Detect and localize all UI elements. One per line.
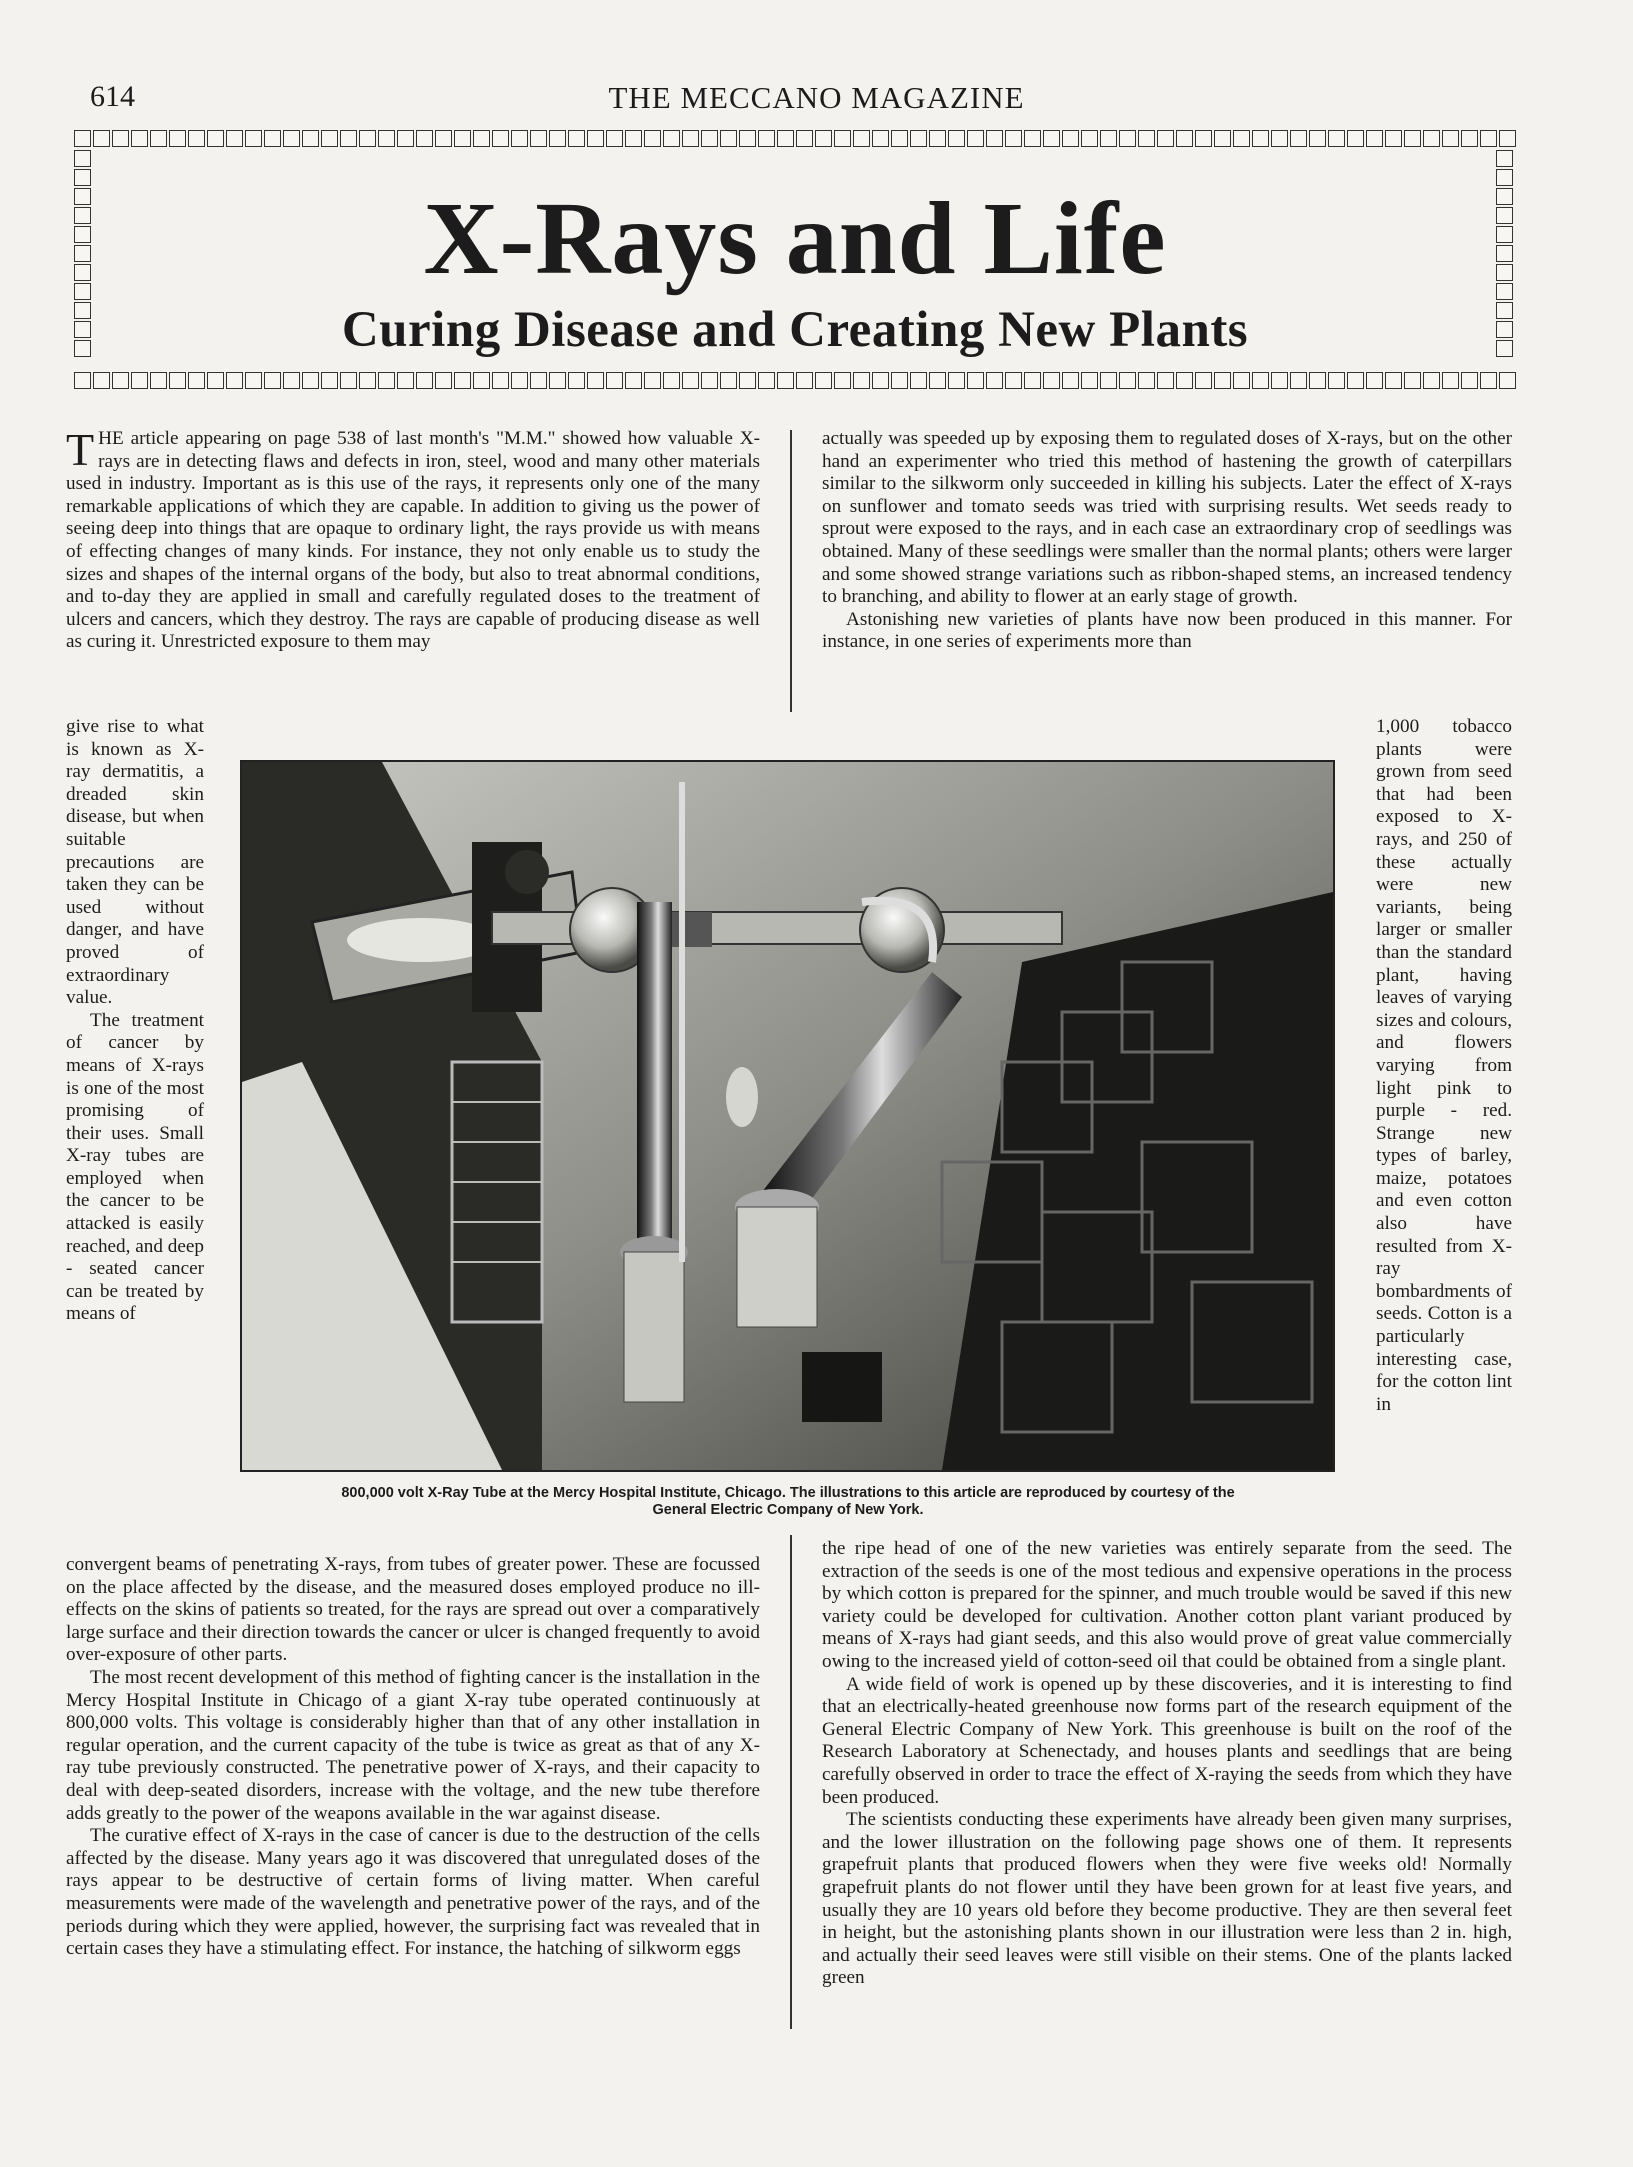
- border-square: [93, 372, 110, 389]
- left-narrow-column: [66, 716, 204, 1326]
- border-square: [245, 130, 262, 147]
- border-square: [1195, 130, 1212, 147]
- border-square: [606, 130, 623, 147]
- border-square: [150, 372, 167, 389]
- border-square: [74, 150, 91, 167]
- border-square: [967, 372, 984, 389]
- border-square: [473, 372, 490, 389]
- border-square: [739, 372, 756, 389]
- border-square: [1271, 372, 1288, 389]
- border-square: [1461, 372, 1478, 389]
- border-square: [226, 372, 243, 389]
- border-square: [1252, 372, 1269, 389]
- border-square: [321, 130, 338, 147]
- border-square: [302, 130, 319, 147]
- border-square: [1138, 372, 1155, 389]
- border-square: [872, 130, 889, 147]
- border-square: [169, 130, 186, 147]
- column-rule-top: [790, 430, 792, 712]
- border-square: [1005, 130, 1022, 147]
- paragraph: give rise to what is known as X-ray dermatitis, a dreaded skin disease, but when suitable precautions are taken they can be used without danger, and have proved of extraordinary value.: [66, 716, 204, 1009]
- paragraph: actually was speeded up by exposing them to regulated doses of X-rays, but on the other hand an experimenter who tried this method of hastening the growth of caterpillars similar to the silkworm only succeeded in killing his subjects. Later the effect of X-rays on sunflower and tomato seeds was tried with surprising results. Wet seeds ready to sprout were exposed to the rays, and in each case an extraordinary crop of seedlings was obtained. Many of these seedlings were smaller than the normal plants; others were larger and some showed strange variations such as ribbon-shaped stems, an increased tendency to branching, and ability to flower at an early stage of growth.: [822, 428, 1512, 608]
- border-square: [1442, 372, 1459, 389]
- border-square: [1081, 372, 1098, 389]
- border-square: [1499, 130, 1516, 147]
- border-square: [1214, 130, 1231, 147]
- border-square: [1043, 130, 1060, 147]
- border-square: [530, 130, 547, 147]
- border-square: [131, 130, 148, 147]
- border-square: [1499, 372, 1516, 389]
- photo-caption: [228, 1485, 1348, 1519]
- border-square: [435, 372, 452, 389]
- border-square: [302, 372, 319, 389]
- border-square: [1480, 372, 1497, 389]
- border-square: [207, 130, 224, 147]
- border-square: [549, 130, 566, 147]
- border-square: [150, 130, 167, 147]
- border-square: [815, 130, 832, 147]
- border-square: [1100, 372, 1117, 389]
- border-square: [1496, 150, 1513, 167]
- border-square: [1176, 372, 1193, 389]
- column-rule-bottom: [790, 1535, 792, 2029]
- border-square: [359, 130, 376, 147]
- border-square: [188, 130, 205, 147]
- article-subtitle: Curing Disease and Creating New Plants: [341, 302, 1249, 358]
- left-column-bottom: [66, 1554, 760, 1961]
- border-square: [530, 372, 547, 389]
- border-square: [663, 130, 680, 147]
- border-square: [834, 372, 851, 389]
- border-square: [758, 130, 775, 147]
- right-column-top: [822, 428, 1512, 654]
- border-square: [1024, 372, 1041, 389]
- border-square: [435, 130, 452, 147]
- border-square: [701, 130, 718, 147]
- drop-cap: T: [66, 424, 95, 475]
- border-square: [796, 372, 813, 389]
- border-square: [169, 372, 186, 389]
- running-head: THE MECCANO MAGAZINE: [608, 80, 1025, 115]
- paragraph: Astonishing new varieties of plants have now been produced in this manner. For instance, in one series of experiments more than: [822, 608, 1512, 653]
- right-column-bottom: [822, 1538, 1512, 1990]
- border-square: [1366, 130, 1383, 147]
- border-square: [1404, 372, 1421, 389]
- border-square: [1290, 372, 1307, 389]
- border-square: [796, 130, 813, 147]
- border-square: [644, 372, 661, 389]
- paragraph: the ripe head of one of the new varieties was entirely separate from the seed. The extraction of the seeds is one of the most tedious and expensive operations in the process by which cotton is prepared for the spinner, and much trouble would be saved if this new variety could be developed for cultivation. Another cotton plant variant produced by means of X-rays had giant seeds, and this also would prove of great value commercially owing to the increased yield of cotton-seed oil that could be obtained from a single plant.: [822, 1538, 1512, 1672]
- border-square: [815, 372, 832, 389]
- border-square: [910, 372, 927, 389]
- border-square: [625, 372, 642, 389]
- border-square: [207, 372, 224, 389]
- border-square: [1081, 130, 1098, 147]
- border-square: [1442, 130, 1459, 147]
- border-square: [682, 130, 699, 147]
- border-square: [720, 130, 737, 147]
- border-square: [1271, 130, 1288, 147]
- border-square: [587, 130, 604, 147]
- border-square: [1309, 372, 1326, 389]
- border-square: [93, 130, 110, 147]
- border-square: [112, 372, 129, 389]
- border-square: [1024, 130, 1041, 147]
- border-square: [1480, 130, 1497, 147]
- border-square: [397, 130, 414, 147]
- border-square: [1347, 372, 1364, 389]
- paragraph: HE article appearing on page 538 of last month's "M.M." showed how valuable X-rays are in detecting flaws and defects in iron, steel, wood and many other materials used in industry. Important as is this use of the rays, it represents only one of the many remarkable applications of which they are capable. In addition to giving us the power of seeing deep into things that are opaque to ordinary light, the rays provide us with means of effecting changes of many kinds. For instance, they not only enable us to study the sizes and shapes of the internal organs of the body, but also to treat abnormal conditions, and to-day they are applied in small and carefully regulated doses to the treatment of ulcers and cancers, which they destroy. The rays are capable of producing disease as well as curing it. Unrestricted exposure to them may: [66, 428, 760, 653]
- left-column-top: [66, 424, 760, 654]
- border-square: [625, 130, 642, 147]
- border-square: [1119, 372, 1136, 389]
- border-square: [929, 130, 946, 147]
- border-square: [264, 130, 281, 147]
- border-square: [549, 372, 566, 389]
- border-square: [644, 130, 661, 147]
- border-square: [226, 130, 243, 147]
- border-square: [416, 130, 433, 147]
- border-square: [283, 130, 300, 147]
- border-square: [112, 130, 129, 147]
- border-square: [1062, 372, 1079, 389]
- border-square: [1005, 372, 1022, 389]
- border-square: [454, 130, 471, 147]
- border-square: [1233, 130, 1250, 147]
- border-square: [967, 130, 984, 147]
- border-square: [1233, 372, 1250, 389]
- paragraph: The treatment of cancer by means of X-rays is one of the most promising of their uses. Small X-ray tubes are employed when the cancer to be attacked is easily reached, and deep - seated cancer can be treated by means of: [66, 1009, 204, 1325]
- border-square: [1176, 130, 1193, 147]
- border-square: [359, 372, 376, 389]
- border-square: [739, 130, 756, 147]
- border-square: [948, 372, 965, 389]
- border-square: [1423, 130, 1440, 147]
- border-square: [492, 372, 509, 389]
- border-square: [1195, 372, 1212, 389]
- border-square: [492, 130, 509, 147]
- border-square: [777, 130, 794, 147]
- border-square: [853, 372, 870, 389]
- border-square: [986, 372, 1003, 389]
- border-square: [948, 130, 965, 147]
- border-square: [682, 372, 699, 389]
- border-square: [1385, 372, 1402, 389]
- border-square: [1157, 130, 1174, 147]
- border-square: [1461, 130, 1478, 147]
- border-square: [473, 130, 490, 147]
- paragraph: The most recent development of this method of fighting cancer is the installation in the Mercy Hospital Institute in Chicago of a giant X-ray tube operated continuously at 800,000 volts. This voltage is considerably higher than that of any other installation in regular operation, and the current capacity of the tube is twice as great as that of any X-ray tube previously constructed. The penetrative power of X-rays, and their capacity to deal with deep-seated disorders, increase with the voltage, and the new tube therefore adds greatly to the power of the weapons available in the war against disease.: [66, 1666, 760, 1824]
- border-square: [929, 372, 946, 389]
- border-square: [872, 372, 889, 389]
- border-square: [131, 372, 148, 389]
- page-number: 614: [90, 80, 135, 113]
- border-square: [1100, 130, 1117, 147]
- border-square: [511, 130, 528, 147]
- border-square: [1252, 130, 1269, 147]
- border-square: [663, 372, 680, 389]
- border-square: [340, 372, 357, 389]
- title-box: [74, 130, 1516, 392]
- border-square: [511, 372, 528, 389]
- border-square: [1157, 372, 1174, 389]
- border-square: [1043, 372, 1060, 389]
- border-square: [74, 372, 91, 389]
- title-border-top: [74, 130, 1516, 150]
- border-square: [378, 130, 395, 147]
- border-square: [1385, 130, 1402, 147]
- border-square: [986, 130, 1003, 147]
- right-narrow-column: [1376, 716, 1512, 1416]
- border-square: [720, 372, 737, 389]
- border-square: [340, 130, 357, 147]
- border-square: [1404, 130, 1421, 147]
- border-square: [397, 372, 414, 389]
- border-square: [1309, 130, 1326, 147]
- border-square: [568, 130, 585, 147]
- border-square: [891, 372, 908, 389]
- xray-tube-photograph: [240, 760, 1335, 1472]
- border-square: [74, 130, 91, 147]
- border-square: [758, 372, 775, 389]
- caption-line: General Electric Company of New York.: [652, 1502, 924, 1518]
- title-border-bottom: [74, 372, 1516, 392]
- border-square: [701, 372, 718, 389]
- border-square: [1347, 130, 1364, 147]
- border-square: [587, 372, 604, 389]
- border-square: [834, 130, 851, 147]
- paragraph: The curative effect of X-rays in the case of cancer is due to the destruction of the cells affected by the disease. Many years ago it was discovered that unregulated doses of the rays appear to be destructive of certain forms of living matter. When careful measurements were made of the wavelength and penetrative power of the rays, and of the periods during which they were applied, however, the surprising fact was revealed that in certain cases they have a stimulating effect. For instance, the hatching of silkworm eggs: [66, 1825, 760, 1960]
- border-square: [1290, 130, 1307, 147]
- border-square: [188, 372, 205, 389]
- border-square: [1119, 130, 1136, 147]
- paragraph: The scientists conducting these experiments have already been given many surprises, and the lower illustration on the following page shows one of them. It represents grapefruit plants that produced flowers when they were five weeks old! Normally grapefruit plants do not flower until they have been grown for at least five years, and usually they are 10 years old before they become productive. They are then several feet in height, but the astonishing plants shown in our illustration were less than 2 in. high, and actually their seed leaves were still visible on their stems. One of the plants lacked green: [822, 1809, 1512, 1989]
- border-square: [264, 372, 281, 389]
- border-square: [606, 372, 623, 389]
- border-square: [910, 130, 927, 147]
- paragraph: convergent beams of penetrating X-rays, from tubes of greater power. These are focussed on the place affected by the disease, and the measured doses employed produce no ill-effects on the skins of patients so treated, for the rays are spread out over a comparatively large surface and their direction towards the cancer or ulcer is changed frequently to avoid over-exposure of other parts.: [66, 1554, 760, 1666]
- border-square: [283, 372, 300, 389]
- border-square: [1138, 130, 1155, 147]
- paragraph: A wide field of work is opened up by these discoveries, and it is interesting to find that an electrically-heated greenhouse now forms part of the research equipment of the General Electric Company of New York. This greenhouse is built on the roof of the Research Laboratory at Schenectady, and houses plants and seedlings that are being carefully observed in order to trace the effect of X-raying the seeds from which they have been produced.: [822, 1673, 1512, 1808]
- border-square: [416, 372, 433, 389]
- paragraph: 1,000 tobacco plants were grown from seed that had been exposed to X-rays, and 250 of these actually were new variants, being larger or smaller than the standard plant, having leaves of varying sizes and colours, and flowers varying from light pink to purple - red. Strange new types of barley, maize, potatoes and even cotton also have resulted from X-ray bombardments of seeds. Cotton is a particularly interesting case, for the cotton lint in: [1376, 716, 1512, 1415]
- border-square: [891, 130, 908, 147]
- border-square: [1328, 372, 1345, 389]
- border-square: [853, 130, 870, 147]
- border-square: [454, 372, 471, 389]
- border-square: [1062, 130, 1079, 147]
- border-square: [1328, 130, 1345, 147]
- caption-line: 800,000 volt X-Ray Tube at the Mercy Hospital Institute, Chicago. The illustrations to this article are reproduced by courtesy of the: [341, 1485, 1235, 1501]
- border-square: [568, 372, 585, 389]
- border-square: [321, 372, 338, 389]
- border-square: [378, 372, 395, 389]
- border-square: [1366, 372, 1383, 389]
- border-square: [245, 372, 262, 389]
- border-square: [1423, 372, 1440, 389]
- border-square: [1214, 372, 1231, 389]
- article-title: X-Rays and Life: [423, 181, 1167, 296]
- border-square: [777, 372, 794, 389]
